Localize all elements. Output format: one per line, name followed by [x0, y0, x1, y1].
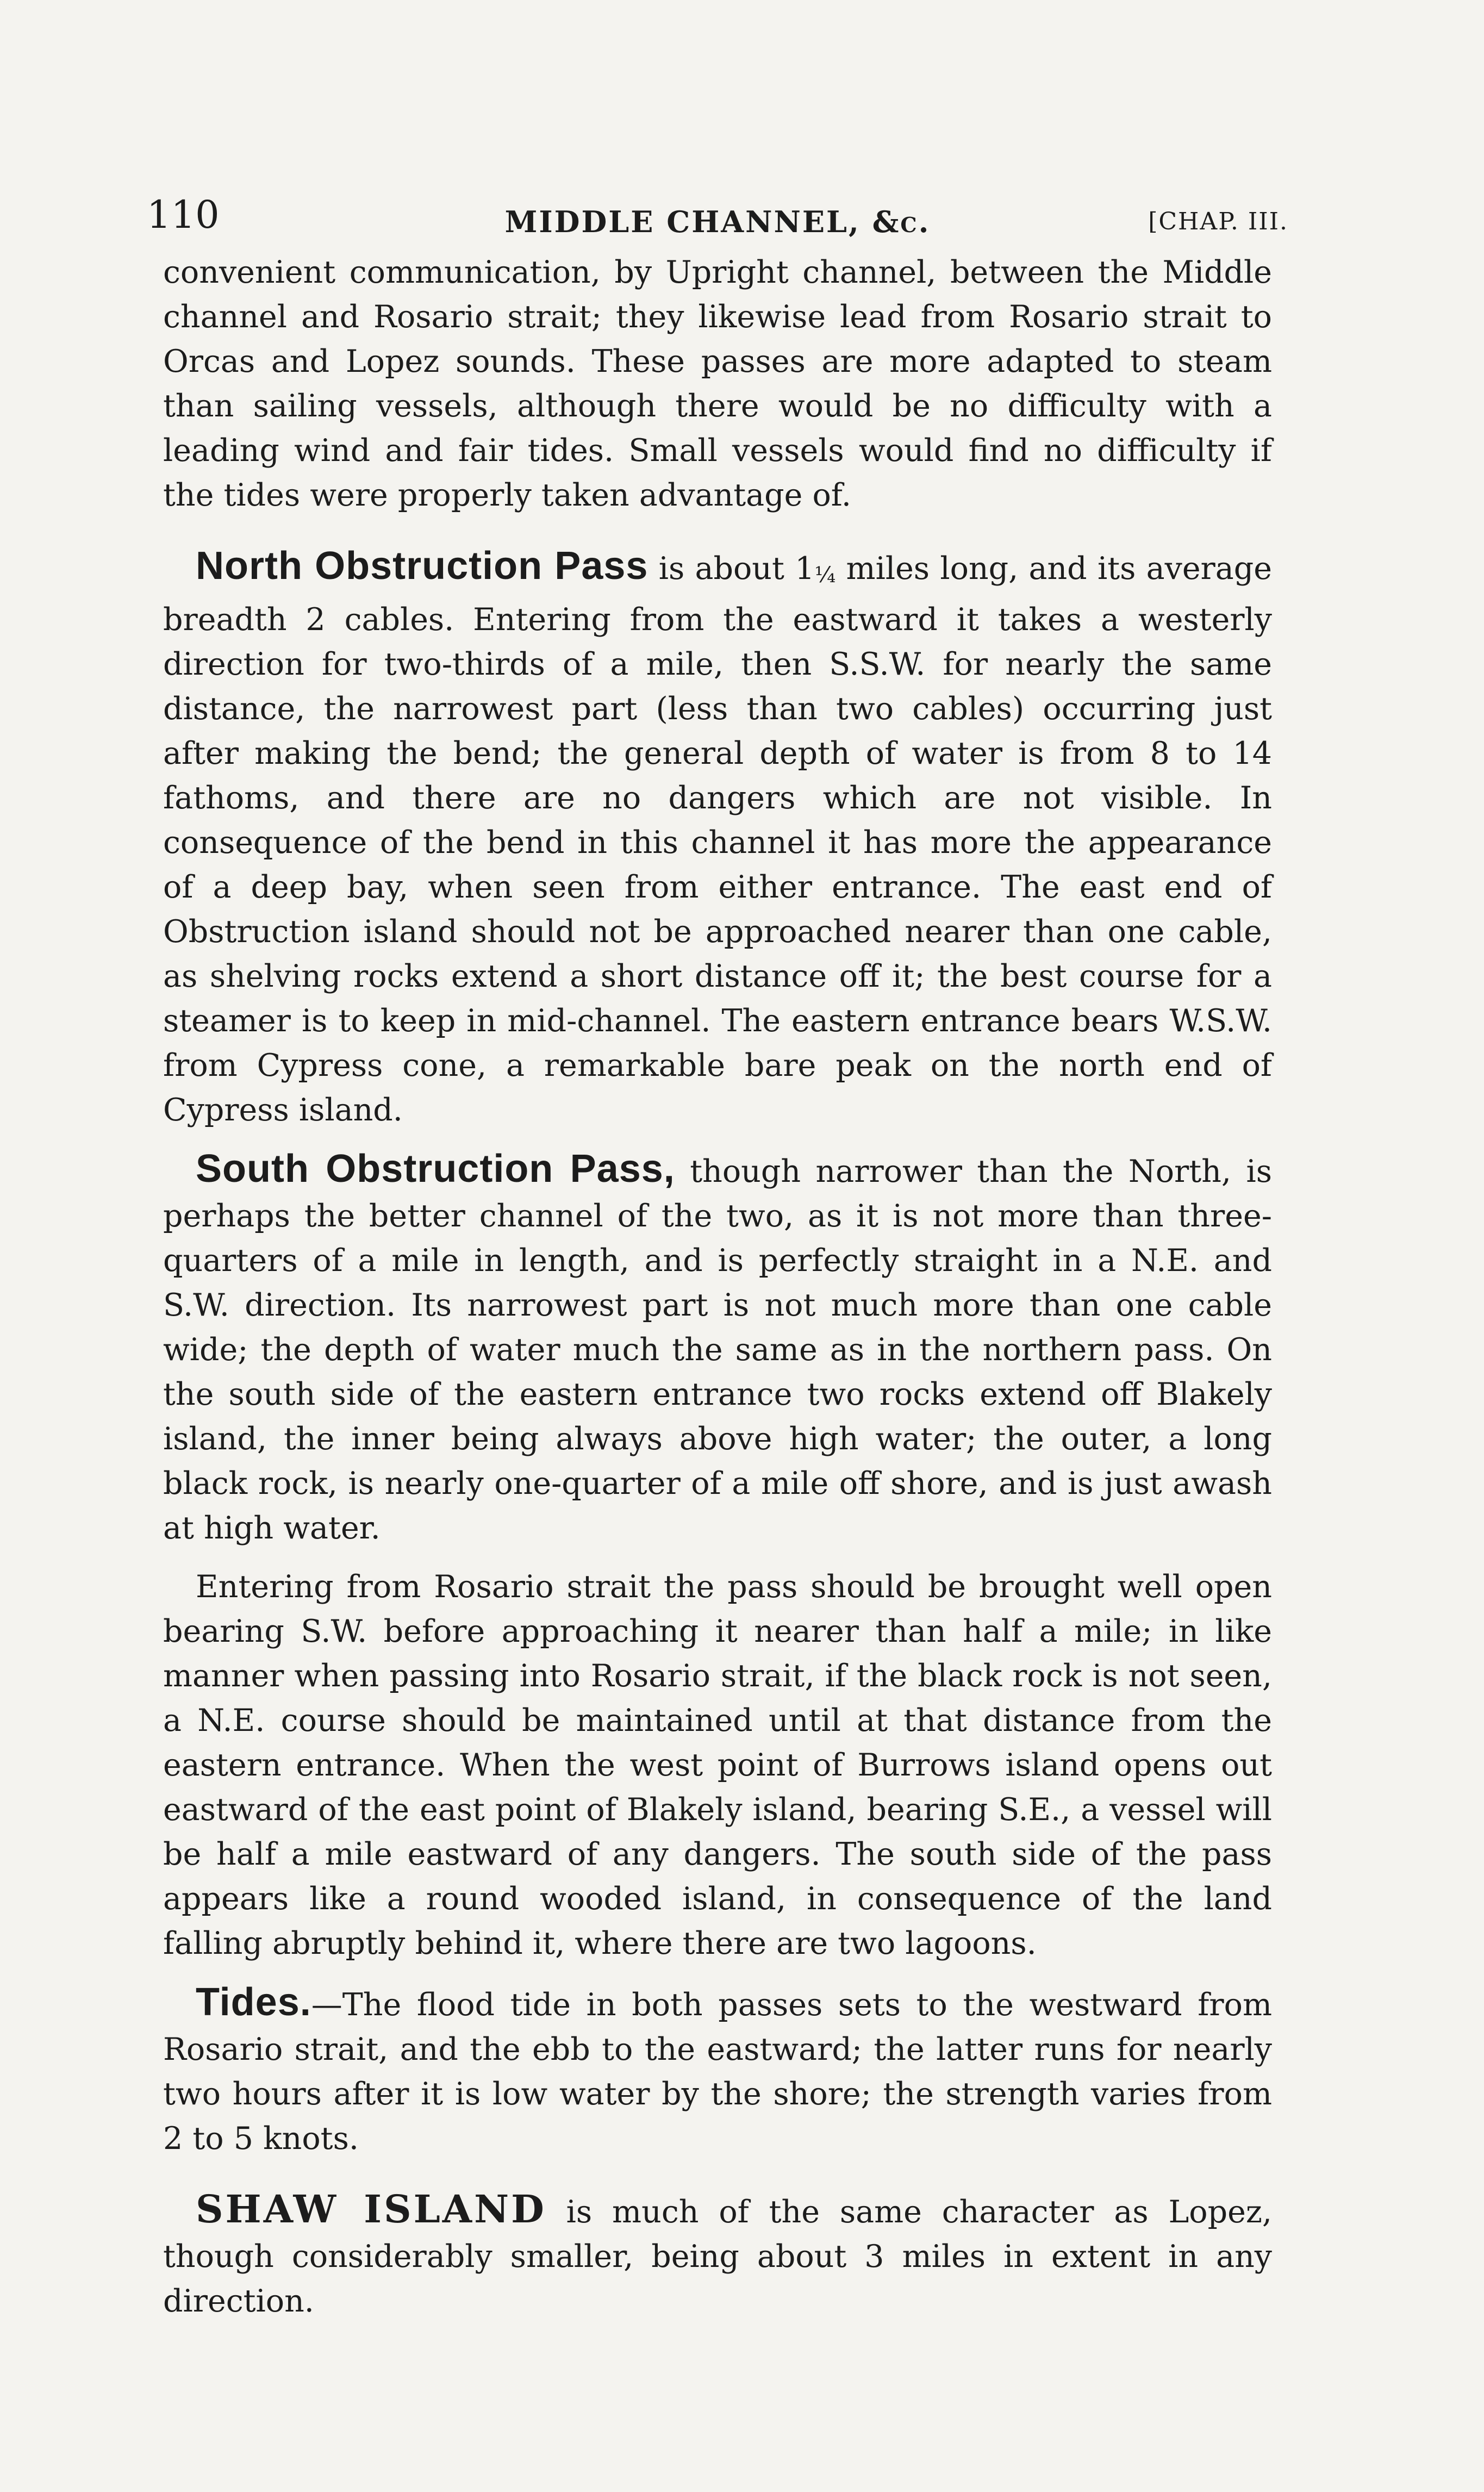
paragraph-entering: Entering from Rosario strait the pass should be brought well open bearing S.W. before approaching it nearer than half a mile; in like manner when passing into Rosario strait, if the black rock is not seen, a N.E. course should be maintained until at that distance from the eastern entrance. When the west point of Burrows island opens out eastward of the east point of Blakely island, bearing S.E., a vessel will be half a mile eastward of any dangers. The south side of the pass appears like a round wooded island, in consequence of the land falling abruptly behind it, where there are two lagoons.	[163, 1569, 1272, 1961]
section-heading-south-obstruction-pass: South Obstruction Pass,	[196, 1147, 675, 1191]
book-page	[147, 185, 1288, 2323]
page-number: 110	[147, 192, 220, 237]
north-text-b: miles long, and its average breadth 2 cables. Entering from the eastward it takes a westerly direction for two-thirds of a mile, then S.S.W. for nearly the same distance, the narrowest part (less than two cables) occurring just after making the bend; the general depth of water is from 8 to 14 fathoms, and there are no dangers which are not visible. In consequence of the bend in this channel it has more the appearance of a deep bay, when seen from either entrance. The east end of Obstruction island should not be approached nearer than one cable, as shelving rocks extend a short distance off it; the best course for a steamer is to keep in mid-channel. The eastern entrance bears W.S.W. from Cypress cone, a remarkable bare peak on the north end of Cypress island.	[163, 551, 1273, 1128]
chapter-reference: [CHAP. III.	[1148, 208, 1288, 235]
section-heading-shaw-island: SHAW ISLAND	[196, 2186, 546, 2232]
paragraph-north-obstruction-pass	[163, 544, 1272, 1132]
section-heading-north-obstruction-pass: North Obstruction Pass	[196, 544, 649, 588]
paragraph-shaw-island	[163, 2187, 1272, 2323]
shaw-text: is much of the same character as Lopez, though considerably smaller, being about 3 miles in extent in any direction.	[163, 2194, 1272, 2319]
north-fraction: ¼	[814, 563, 836, 588]
page-header	[147, 185, 1288, 250]
north-text-a: is about 1	[648, 551, 815, 587]
running-title: MIDDLE CHANNEL, &c.	[504, 204, 931, 239]
paragraph-tides	[163, 1980, 1272, 2161]
tides-text: —The flood tide in both passes sets to the westward from Rosario strait, and the ebb to the eastward; the latter runs for nearly two hours after it is low water by the shore; the strength varies from 2 to 5 knots.	[163, 1987, 1272, 2157]
paragraph-intro: convenient communication, by Upright channel, between the Middle channel and Rosario strait; they likewise lead from Rosario strait to Orcas and Lopez sounds. These passes are more adapted to steam than sailing vessels, although there would be no difficulty with a leading wind and fair tides. Small vessels would find no difficulty if the tides were properly taken advantage of.	[163, 254, 1272, 513]
paragraph-south-obstruction-pass	[163, 1147, 1272, 1550]
south-text: though narrower than the North, is perhaps the better channel of the two, as it is not more than three-quarters of a mile in length, and is perfectly straight in a N.E. and S.W. direction. Its narrowest part is not much more than one cable wide; the depth of water much the same as in the northern pass. On the south side of the eastern entrance two rocks extend off Blakely island, the inner being always above high water; the outer, a long black rock, is nearly one-quarter of a mile off shore, and is just awash at high water.	[163, 1154, 1272, 1546]
section-heading-tides: Tides.	[196, 1980, 311, 2024]
